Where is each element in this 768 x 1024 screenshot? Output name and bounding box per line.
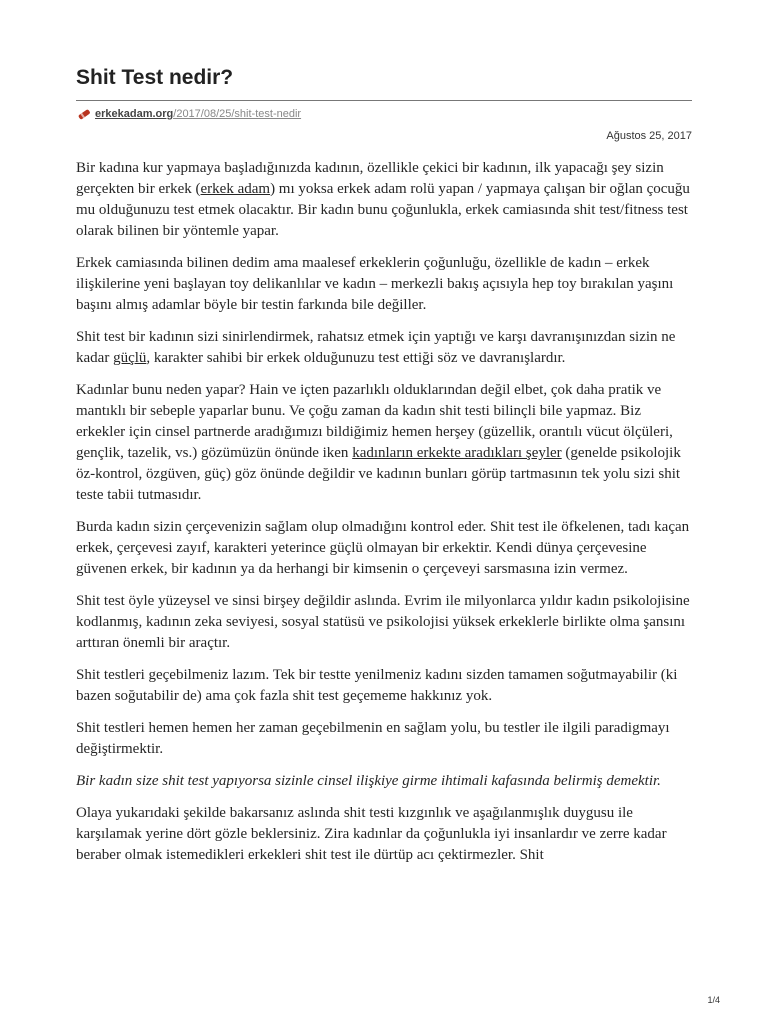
guclu-link[interactable]: güçlü xyxy=(113,350,147,366)
paragraph-1: Bir kadına kur yapmaya başladığınızda kadının, özellikle çekici bir kadının, ilk yapacağı şey sizin gerçekten bir erkek (erkek adam) mı yoksa erkek adam rolü yapan / yapmaya çalışan bir oğlan çocuğu mu olduğunuzu test etmek olacaktır. Bir kadın bunu çoğunlukla, erkek camiasında shit test/fitness test olarak bilinen bir yöntemle yapar. xyxy=(76,160,690,239)
paragraph-8: Shit testleri hemen hemen her zaman geçebilmenin en sağlam yolu, bu testler ile ilgili paradigmayı değiştirmektir. xyxy=(76,720,670,757)
paragraph-5: Burda kadın sizin çerçevenizin sağlam olup olmadığını kontrol eder. Shit test ile öfkelenen, tadı kaçan erkek, çerçevesi zayıf, karakteri yeterince güçlü olmayan bir erkektir. Kendi dünya çerçevesine güvenen erkek, bir kadının ya da herhangi bir kimsenin o çerçeveyi sarsmasına izin vermez. xyxy=(76,519,690,577)
page-title: Shit Test nedir? xyxy=(76,66,234,89)
paragraph-7: Shit testleri geçebilmeniz lazım. Tek bir testte yenilmeniz kadını sizden tamamen soğutmayabilir (ki bazen soğutabilir de) ama çok fazla shit test geçememe hakkınız yok. xyxy=(76,667,678,704)
paragraph-3: Shit test bir kadının sizi sinirlendirmek, rahatsız etmek için yaptığı ve karşı davranışınızdan sizin ne kadar güçlü, karakter sahibi bir erkek olduğunuzu test ettiği söz ve davranışlardır. xyxy=(76,329,676,366)
kadinlarin-aradiklari-link[interactable]: kadınların erkekte aradıkları şeyler xyxy=(352,445,562,461)
paragraph-4: Kadınlar bunu neden yapar? Hain ve içten pazarlıklı olduklarından değil elbet, çok daha pratik ve mantıklı bir sebeple yaparlar bunu. Ve çoğu zaman da kadın shit testi bilinçli bile yapmaz. Biz erkekler için cinsel partnerde aradığımızı bildiğimiz hemen herşey (güzellik, orantılı vücut ölçüleri, gençlik, tazelik, vs.) gözümüzün önünde iken kadınların erkekte aradıkları şeyler (genelde psikolojik öz-kontrol, özgüven, güç) göz önünde değildir ve kadının bunları görüp tartmasının tek yolu sizi shit teste tabii tutmasıdır. xyxy=(76,382,681,503)
pin-icon xyxy=(76,107,92,121)
publish-date: Ağustos 25, 2017 xyxy=(606,130,692,142)
source-path-link[interactable]: /2017/08/25/shit-test-nedir xyxy=(173,108,302,120)
paragraph-6: Shit test öyle yüzeysel ve sinsi birşey değildir aslında. Evrim ile milyonlarca yıldır kadın psikolojisine kodlanmış, kadının zeka seviyesi, sosyal statüsü ve psikolojisi yüksek erkeklerle birlikte olma şansını arttıran önemli bir araçtır. xyxy=(76,593,690,651)
title-divider xyxy=(76,100,692,101)
page-number: 1/4 xyxy=(707,995,720,1005)
paragraph-10: Olaya yukarıdaki şekilde bakarsanız aslında shit testi kızgınlık ve aşağılanmışlık duygusu ile karşılamak yerine dört gözle beklersiniz. Zira kadınlar da çoğunlukla iyi insanlardır ve zerre kadar beraber olmak istemedikleri erkekleri shit test ile dürtüp acı çektirmezler. Shit xyxy=(76,805,667,863)
quote-paragraph: Bir kadın size shit test yapıyorsa sizinle cinsel ilişkiye girme ihtimali kafasında belirmiş demektir. xyxy=(76,773,661,789)
erkek-adam-link[interactable]: erkek adam xyxy=(200,181,271,197)
paragraph-2: Erkek camiasında bilinen dedim ama maalesef erkeklerin çoğunluğu, özellikle de kadın – erkek ilişkilerine yeni başlayan toy delikanlılar ve kadın – merkezli bakış açısıyla hep toy bırakılan yaşını başını almış adamlar böyle bir testin farkında bile değiller. xyxy=(76,255,674,313)
source-line xyxy=(76,106,301,122)
source-domain-link[interactable]: erkekadam.org xyxy=(95,108,174,120)
article-body xyxy=(76,158,692,877)
